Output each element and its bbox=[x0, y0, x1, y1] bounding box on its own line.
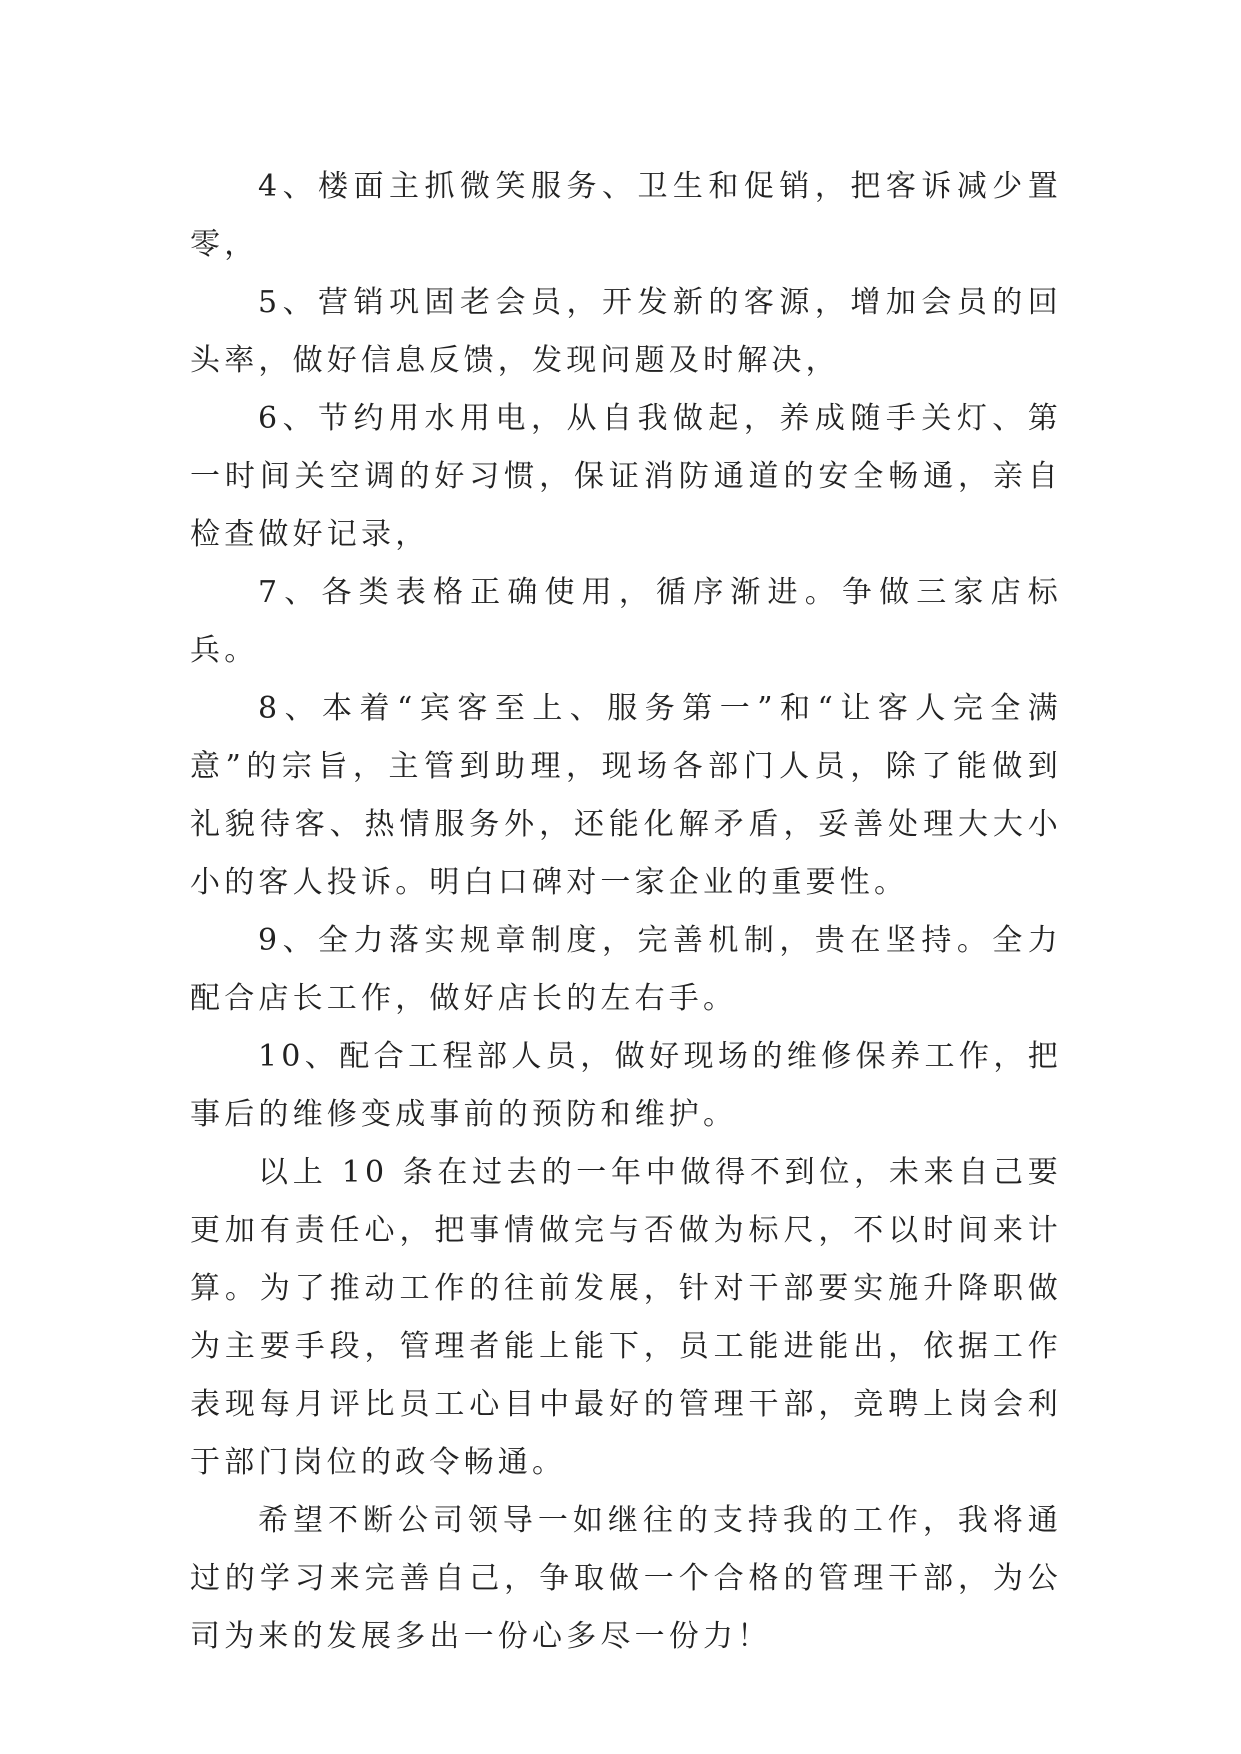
document-body bbox=[190, 158, 1062, 1666]
paragraph-closing: 希望不断公司领导一如继往的支持我的工作，我将通过的学习来完善自己，争取做一个合格的管理干部，为公司为来的发展多出一份心多尽一份力！ bbox=[190, 1503, 1062, 1654]
paragraph-summary: 以上 10 条在过去的一年中做得不到位，未来自己要更加有责任心，把事情做完与否做为标尺，不以时间来计算。为了推动工作的往前发展，针对干部要实施升降职做为主要手段，管理者能上能下，员工能进能出，依据工作表现每月评比员工心目中最好的管理干部，竞聘上岗会利于部门岗位的政令畅通。 bbox=[190, 1155, 1062, 1480]
paragraph-item-10: 10、配合工程部人员，做好现场的维修保养工作，把事后的维修变成事前的预防和维护。 bbox=[190, 1039, 1062, 1132]
paragraph-item-8: 8、本着“宾客至上、服务第一”和“让客人完全满意”的宗旨，主管到助理，现场各部门人员，除了能做到礼貌待客、热情服务外，还能化解矛盾，妥善处理大大小小的客人投诉。明白口碑对一家企业的重要性。 bbox=[190, 691, 1062, 900]
paragraph-item-7: 7、各类表格正确使用，循序渐进。争做三家店标兵。 bbox=[190, 575, 1062, 668]
paragraph-item-4: 4、楼面主抓微笑服务、卫生和促销，把客诉减少置零， bbox=[190, 169, 1062, 262]
paragraph-item-6: 6、节约用水用电，从自我做起，养成随手关灯、第一时间关空调的好习惯，保证消防通道的安全畅通，亲自检查做好记录， bbox=[190, 401, 1062, 552]
paragraph-item-9: 9、全力落实规章制度，完善机制，贵在坚持。全力配合店长工作，做好店长的左右手。 bbox=[190, 923, 1062, 1016]
paragraph-item-5: 5、营销巩固老会员，开发新的客源，增加会员的回头率，做好信息反馈，发现问题及时解决， bbox=[190, 285, 1062, 378]
